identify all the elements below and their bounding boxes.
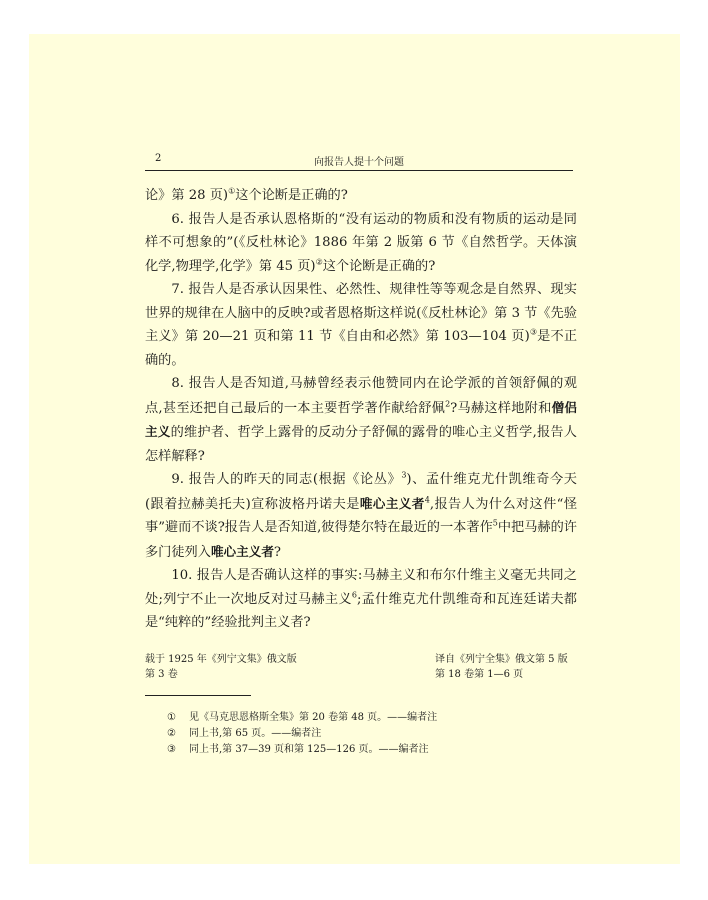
source-line: 第 3 卷 xyxy=(145,669,178,680)
paragraph-continuation xyxy=(145,184,577,208)
endnote-marker: 5 xyxy=(492,518,498,528)
endnote-marker: 3 xyxy=(401,470,407,480)
page-number: 2 xyxy=(155,153,162,164)
footnote xyxy=(167,710,437,726)
footnote-marker: ① xyxy=(228,186,236,196)
footnote-marker: ② xyxy=(315,257,323,267)
text-run: 7. 报告人是否承认因果性、必然性、规律性等等观念是自然界、现实世界的规律在人脑中的反映?或者恩格斯这样说(《反杜林论》第 3 节《先验主义》第 20—21 页和第 11 节《自由和必然》第 103—104 页) xyxy=(145,282,577,344)
question-10 xyxy=(145,564,577,635)
source-line: 载于 1925 年《列宁文集》俄文版 xyxy=(145,654,297,665)
footnote-text: 同上书,第 65 页。——编者注 xyxy=(189,728,322,739)
text-run: 论》第 28 页) xyxy=(145,188,229,203)
running-title: 向报告人提十个问题 xyxy=(314,157,404,168)
text-run: 6. 报告人是否承认恩格斯的“没有运动的物质和没有物质的运动是同样不可想象的”(《反杜林论》1886 年第 2 版第 6 节《自然哲学。天体演化学,物理学,化学》第 45 页) xyxy=(145,211,577,274)
text-run: ;孟什维克尤什凯维奇和瓦连廷诺夫都是“纯粹的”经验批判主义者? xyxy=(145,591,577,630)
running-header xyxy=(145,150,573,171)
text-run: ?马赫这样地附和 xyxy=(450,400,552,416)
emphasis-term: 唯心主义者 xyxy=(359,495,425,511)
footnote xyxy=(167,726,437,742)
footnote-text: 同上书,第 37—39 页和第 125—126 页。——编者注 xyxy=(189,744,429,755)
text-run: 10. 报告人是否确认这样的事实:马赫主义和布尔什维主义毫无共同之处;列宁不止一次地反对过马赫主义 xyxy=(145,568,577,607)
source-line: 第 18 卷第 1—6 页 xyxy=(435,669,524,680)
footnote xyxy=(167,742,437,758)
endnote-marker: 6 xyxy=(351,590,357,600)
text-run: ? xyxy=(273,544,281,560)
text-run: 9. 报告人的昨天的同志(根据《论丛》 xyxy=(171,472,402,487)
text-run: 这个论断是正确的? xyxy=(322,258,436,274)
footnote-number: ③ xyxy=(167,744,176,755)
endnote-marker: 2 xyxy=(445,399,451,409)
footnote-divider xyxy=(145,695,251,696)
translation-source-note xyxy=(435,652,568,682)
first-published-note xyxy=(145,652,297,682)
question-8 xyxy=(145,372,577,468)
footnote-number: ② xyxy=(167,728,176,739)
question-9 xyxy=(145,468,577,564)
text-run: )、孟什维克尤什凯维奇今天(跟着拉赫美托夫)宣称波格丹诺夫是 xyxy=(145,472,577,512)
footnotes xyxy=(167,710,437,758)
text-run: ,报告人为什么对这件“怪事”避而不谈?报告人是否知道,彼得楚尔特在最近的一本著作 xyxy=(145,496,578,535)
text-run: 的维护者、哲学上露骨的反动分子舒佩的露骨的唯心主义哲学,报告人怎样解释? xyxy=(145,425,577,464)
footnote-text: 见《马克思恩格斯全集》第 20 卷第 48 页。——编者注 xyxy=(189,712,438,723)
body-text xyxy=(145,184,577,635)
footnote-number: ① xyxy=(167,712,176,723)
text-run: 这个论断是正确的? xyxy=(235,188,348,203)
emphasis-term: 唯心主义者 xyxy=(210,543,274,559)
emphasis-term: 僧侣主义 xyxy=(145,399,577,439)
question-7 xyxy=(145,278,577,372)
source-line: 译自《列宁全集》俄文第 5 版 xyxy=(435,654,568,665)
text-run: 中把马赫的许多门徒列入 xyxy=(145,520,577,560)
book-page xyxy=(29,34,680,864)
text-run: 是不正确的。 xyxy=(145,329,578,368)
text-run: 8. 报告人是否知道,马赫曾经表示他赞同内在论学派的首领舒佩的观点,甚至还把自己最后的一本主要哲学著作献给舒佩 xyxy=(145,376,577,416)
question-6 xyxy=(145,208,577,279)
footnote-marker: ③ xyxy=(529,327,538,337)
endnote-marker: 4 xyxy=(424,495,430,505)
